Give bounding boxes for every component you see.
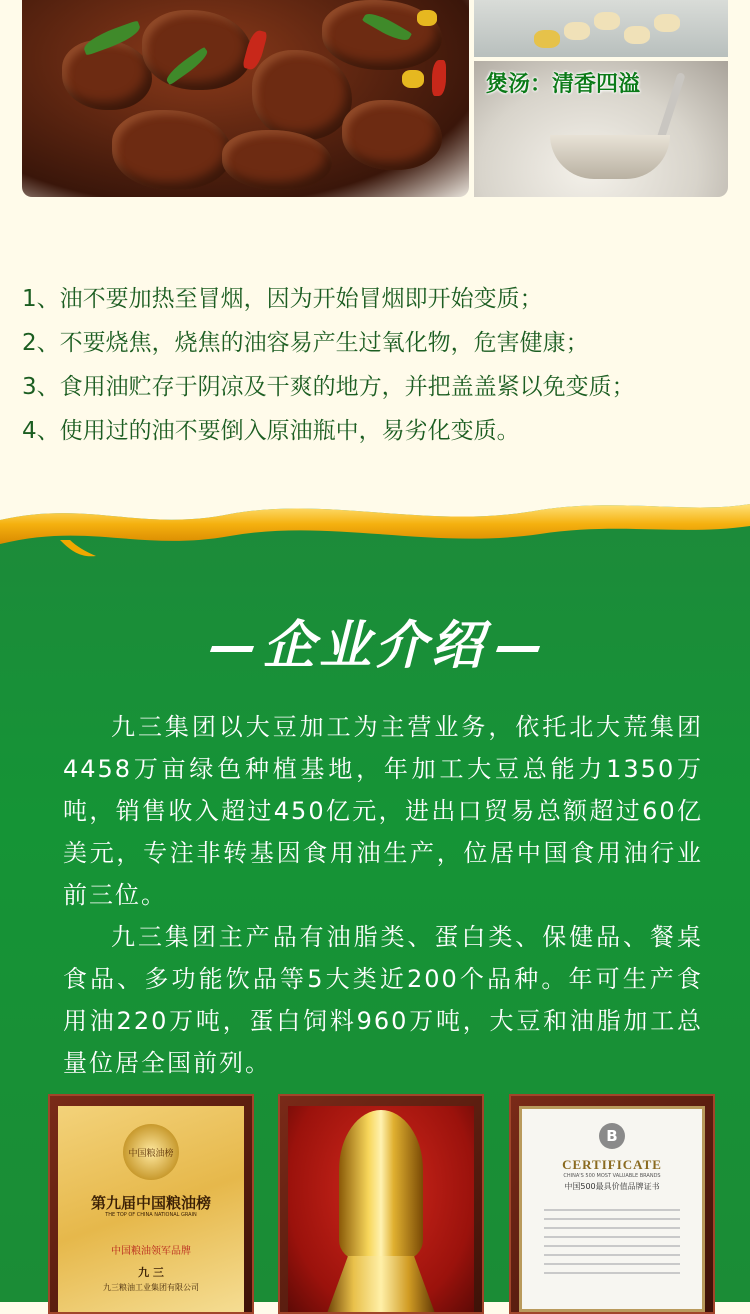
certificate-company: 九三粮油工业集团有限公司: [103, 1283, 199, 1292]
oil-wave-divider: [0, 492, 750, 562]
certificate-award: 中国粮油领军品牌: [111, 1246, 191, 1257]
certificate-title: 第九届中国粮油榜: [90, 1194, 211, 1212]
tip-item: 2、不要烧焦，烧焦的油容易产生过氧化物，危害健康；: [22, 330, 589, 356]
certificate-brand: 九 三: [138, 1266, 164, 1279]
tip-item: 3、食用油贮存于阴凉及干爽的地方，并把盖盖紧以免变质；: [22, 374, 635, 400]
trophy-icon: [339, 1110, 423, 1260]
intro-paragraph: 九三集团主产品有油脂类、蛋白类、保健品、餐桌食品、多功能饮品等5大类近200个品种。年可生产食用油220万吨，蛋白饲料960万吨，大豆和油脂加工总量位居全国前列。: [63, 923, 703, 1077]
trophy-base: [326, 1256, 436, 1314]
certificate-subtitle: CHINA'S 500 MOST VALUABLE BRANDS: [563, 1173, 661, 1179]
award-seal-icon: 中国粮油榜: [123, 1124, 179, 1180]
stir-fry-photo: [22, 0, 469, 197]
company-intro: [63, 706, 703, 1084]
certificate-title: CERTIFICATE: [562, 1157, 662, 1172]
trophy-photo: [278, 1094, 484, 1314]
certificate-subtitle: THE TOP OF CHINA NATIONAL GRAIN: [105, 1212, 197, 1218]
certificate-cn-title: 中国500最具价值品牌证书: [564, 1182, 660, 1191]
intro-paragraph: 九三集团以大豆加工为主营业务，依托北大荒集团4458万亩绿色种植基地，年加工大豆总能力1350万吨，销售收入超过450亿元，进出口贸易总额超过60亿美元，专注非转基因食用油生产，位居中国食用油行业前三位。: [63, 713, 703, 909]
soup-photo: [474, 61, 728, 197]
heading-dash-right: [496, 646, 540, 652]
top-section: [0, 0, 750, 500]
grain-award-certificate: [48, 1094, 254, 1314]
certificate-body-text: [544, 1209, 680, 1281]
soup-caption: 煲汤：清香四溢: [486, 72, 641, 97]
heading-dash-left: [210, 646, 254, 652]
tip-item: 4、使用过的油不要倒入原油瓶中，易劣化变质。: [22, 418, 520, 444]
brand-logo-icon: B: [599, 1123, 625, 1149]
company-heading: 企业介绍: [0, 603, 750, 678]
tip-item: 1、油不要加热至冒烟，因为开始冒烟即开始变质；: [22, 286, 543, 312]
brand-value-certificate: [509, 1094, 715, 1314]
buns-photo: [474, 0, 728, 57]
oil-tips-list: [22, 282, 742, 458]
